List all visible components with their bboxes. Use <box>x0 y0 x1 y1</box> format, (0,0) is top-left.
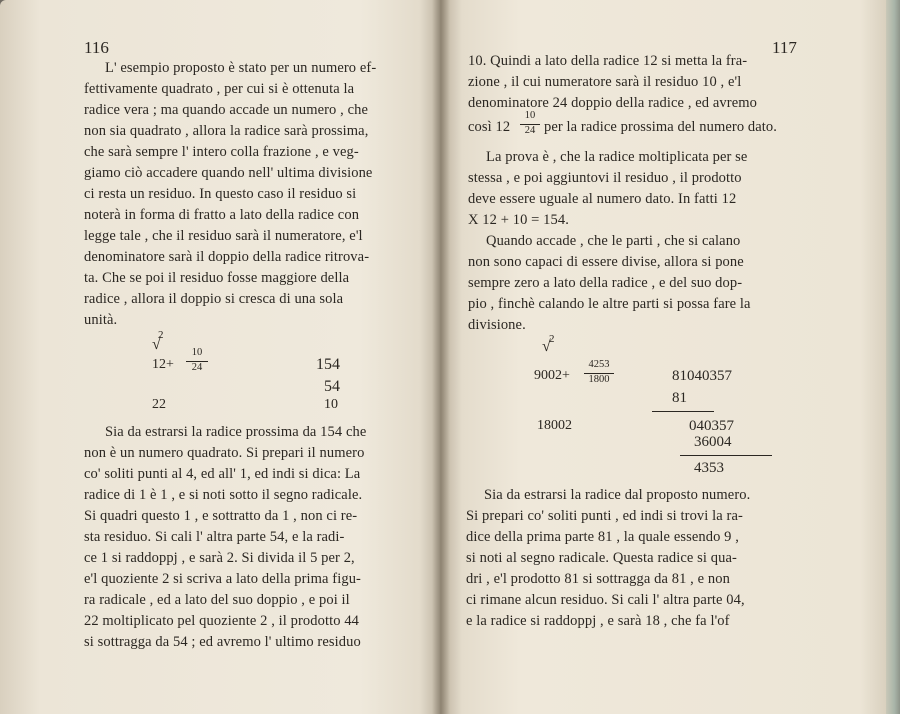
fraction-denominator: 24 <box>191 362 203 373</box>
text-line: ci rimane alcun residuo. Si cali l' altra parte 04, <box>466 592 745 608</box>
text-line: denominatore sarà il doppio della radice ritrova- <box>84 249 370 265</box>
text-line: legge tale , che il residuo sarà il numeratore, e'l <box>84 228 363 244</box>
example-root: 12+ <box>152 357 174 372</box>
text-line: La prova è , che la radice moltiplicata per se <box>486 149 748 165</box>
fraction-denominator: 1800 <box>588 374 610 385</box>
example-part: 54 <box>324 378 340 395</box>
text-line: L' esempio proposto è stato per un numero ef- <box>105 60 377 76</box>
text-line: ta. Che se poi il residuo fosse maggiore della <box>84 270 350 286</box>
formula-line-before: così 12 <box>468 119 511 135</box>
page-number-left: 116 <box>84 38 109 57</box>
text-line: ra radicale , ed a lato del suo doppio , e poi il <box>84 592 350 608</box>
page-edges <box>886 0 900 714</box>
text-line: Sia da estrarsi la radice prossima da 154 che <box>105 424 367 440</box>
text-line: non sono capaci di essere divise, allora si pone <box>468 254 744 270</box>
text-line: divisione. <box>468 317 526 333</box>
text-line: non sia quadrato , allora la radice sarà prossima, <box>84 123 369 139</box>
fraction-numerator: 4253 <box>588 359 610 370</box>
example-subtraction: 81 <box>672 390 687 406</box>
fraction-numerator: 10 <box>524 110 536 121</box>
page-number-right: 117 <box>772 38 797 57</box>
text-line: Sia da estrarsi la radice dal proposto numero. <box>484 487 751 503</box>
text-line: noterà in forma di fratto a lato della radice con <box>84 207 360 223</box>
fraction-numerator: 10 <box>191 347 203 358</box>
text-line: Si quadri questo 1 , e sottratto da 1 , non ci re- <box>84 508 358 524</box>
text-line: denominatore 24 doppio della radice , ed avremo <box>468 95 757 111</box>
right-page <box>440 0 890 714</box>
text-line: che sarà sempre l' intero colla frazione , e veg- <box>84 144 359 160</box>
text-line: deve essere uguale al numero dato. In fatti 12 <box>468 191 737 207</box>
text-line: radice , allora il doppio si cresca di una sola <box>84 291 344 307</box>
text-line: stessa , e poi aggiuntovi il residuo , il prodotto <box>468 170 742 186</box>
text-line: si noti al segno radicale. Questa radice si qua- <box>466 550 737 566</box>
text-line: zione , il cui numeratore sarà il residuo 10 , e'l <box>468 74 742 90</box>
text-line: fettivamente quadrato , per cui si è ottenuta la <box>84 81 355 97</box>
text-line: radice di 1 è 1 , e si noti sotto il segno radicale. <box>84 487 363 503</box>
text-line: si sottragga da 54 ; ed avremo l' ultimo residuo <box>84 634 361 650</box>
example-double: 18002 <box>537 418 572 433</box>
radical-index: 2 <box>158 329 164 341</box>
left-page <box>0 0 440 714</box>
text-line: unità. <box>84 312 118 328</box>
text-line: dice della prima parte 81 , la quale essendo 9 , <box>466 529 739 545</box>
example-subtraction: 36004 <box>694 434 732 450</box>
text-line: X 12 + 10 = 154. <box>468 212 569 228</box>
text-line: sta residuo. Si cali l' altra parte 54, e la radi- <box>84 529 345 545</box>
text-line: Si prepari co' soliti punti , ed indi si trovi la ra- <box>466 508 743 524</box>
subtraction-rule <box>652 411 714 412</box>
subtraction-rule <box>680 455 772 456</box>
example-number: 154 <box>316 356 340 373</box>
text-line: Quando accade , che le parti , che si calano <box>486 233 741 249</box>
example-residue: 4353 <box>694 460 724 476</box>
radical-sign-icon: √ <box>542 338 551 355</box>
text-line: dri , e'l prodotto 81 si sottragga da 81 , e non <box>466 571 730 587</box>
text-line: giamo ciò accadere quando nell' ultima divisione <box>84 165 373 181</box>
text-line: e'l quoziente 2 si scriva a lato della prima figu- <box>84 571 361 587</box>
text-line: 10. Quindi a lato della radice 12 si metta la fra- <box>468 53 748 69</box>
example-part: 040357 <box>689 418 734 434</box>
radical-index: 2 <box>549 333 555 345</box>
text-line: co' soliti punti al 4, ed all' 1, ed indi si dica: La <box>84 466 361 482</box>
fraction-denominator: 24 <box>524 125 536 136</box>
text-line: 22 moltiplicato pel quoziente 2 , il prodotto 44 <box>84 613 360 629</box>
example-residue: 10 <box>324 397 338 412</box>
radical-sign-icon: √ <box>152 336 161 353</box>
text-line: pio , finchè calando le altre parti si possa fare la <box>468 296 751 312</box>
formula-line-after: per la radice prossima del numero dato. <box>544 119 777 135</box>
example-root: 9002+ <box>534 368 570 383</box>
text-line: sempre zero a lato della radice , e del suo dop- <box>468 275 743 291</box>
text-line: ci resta un residuo. In questo caso il residuo si <box>84 186 357 202</box>
book-gutter <box>432 0 450 714</box>
example-double: 22 <box>152 397 166 412</box>
text-line: non è un numero quadrato. Si prepari il numero <box>84 445 365 461</box>
text-line: e la radice si raddoppj , e sarà 18 , che fa l'of <box>466 613 730 629</box>
text-line: radice vera ; ma quando accade un numero , che <box>84 102 368 118</box>
text-line: ce 1 si raddoppj , e sarà 2. Si divida il 5 per 2, <box>84 550 355 566</box>
example-number: 81040357 <box>672 368 732 384</box>
